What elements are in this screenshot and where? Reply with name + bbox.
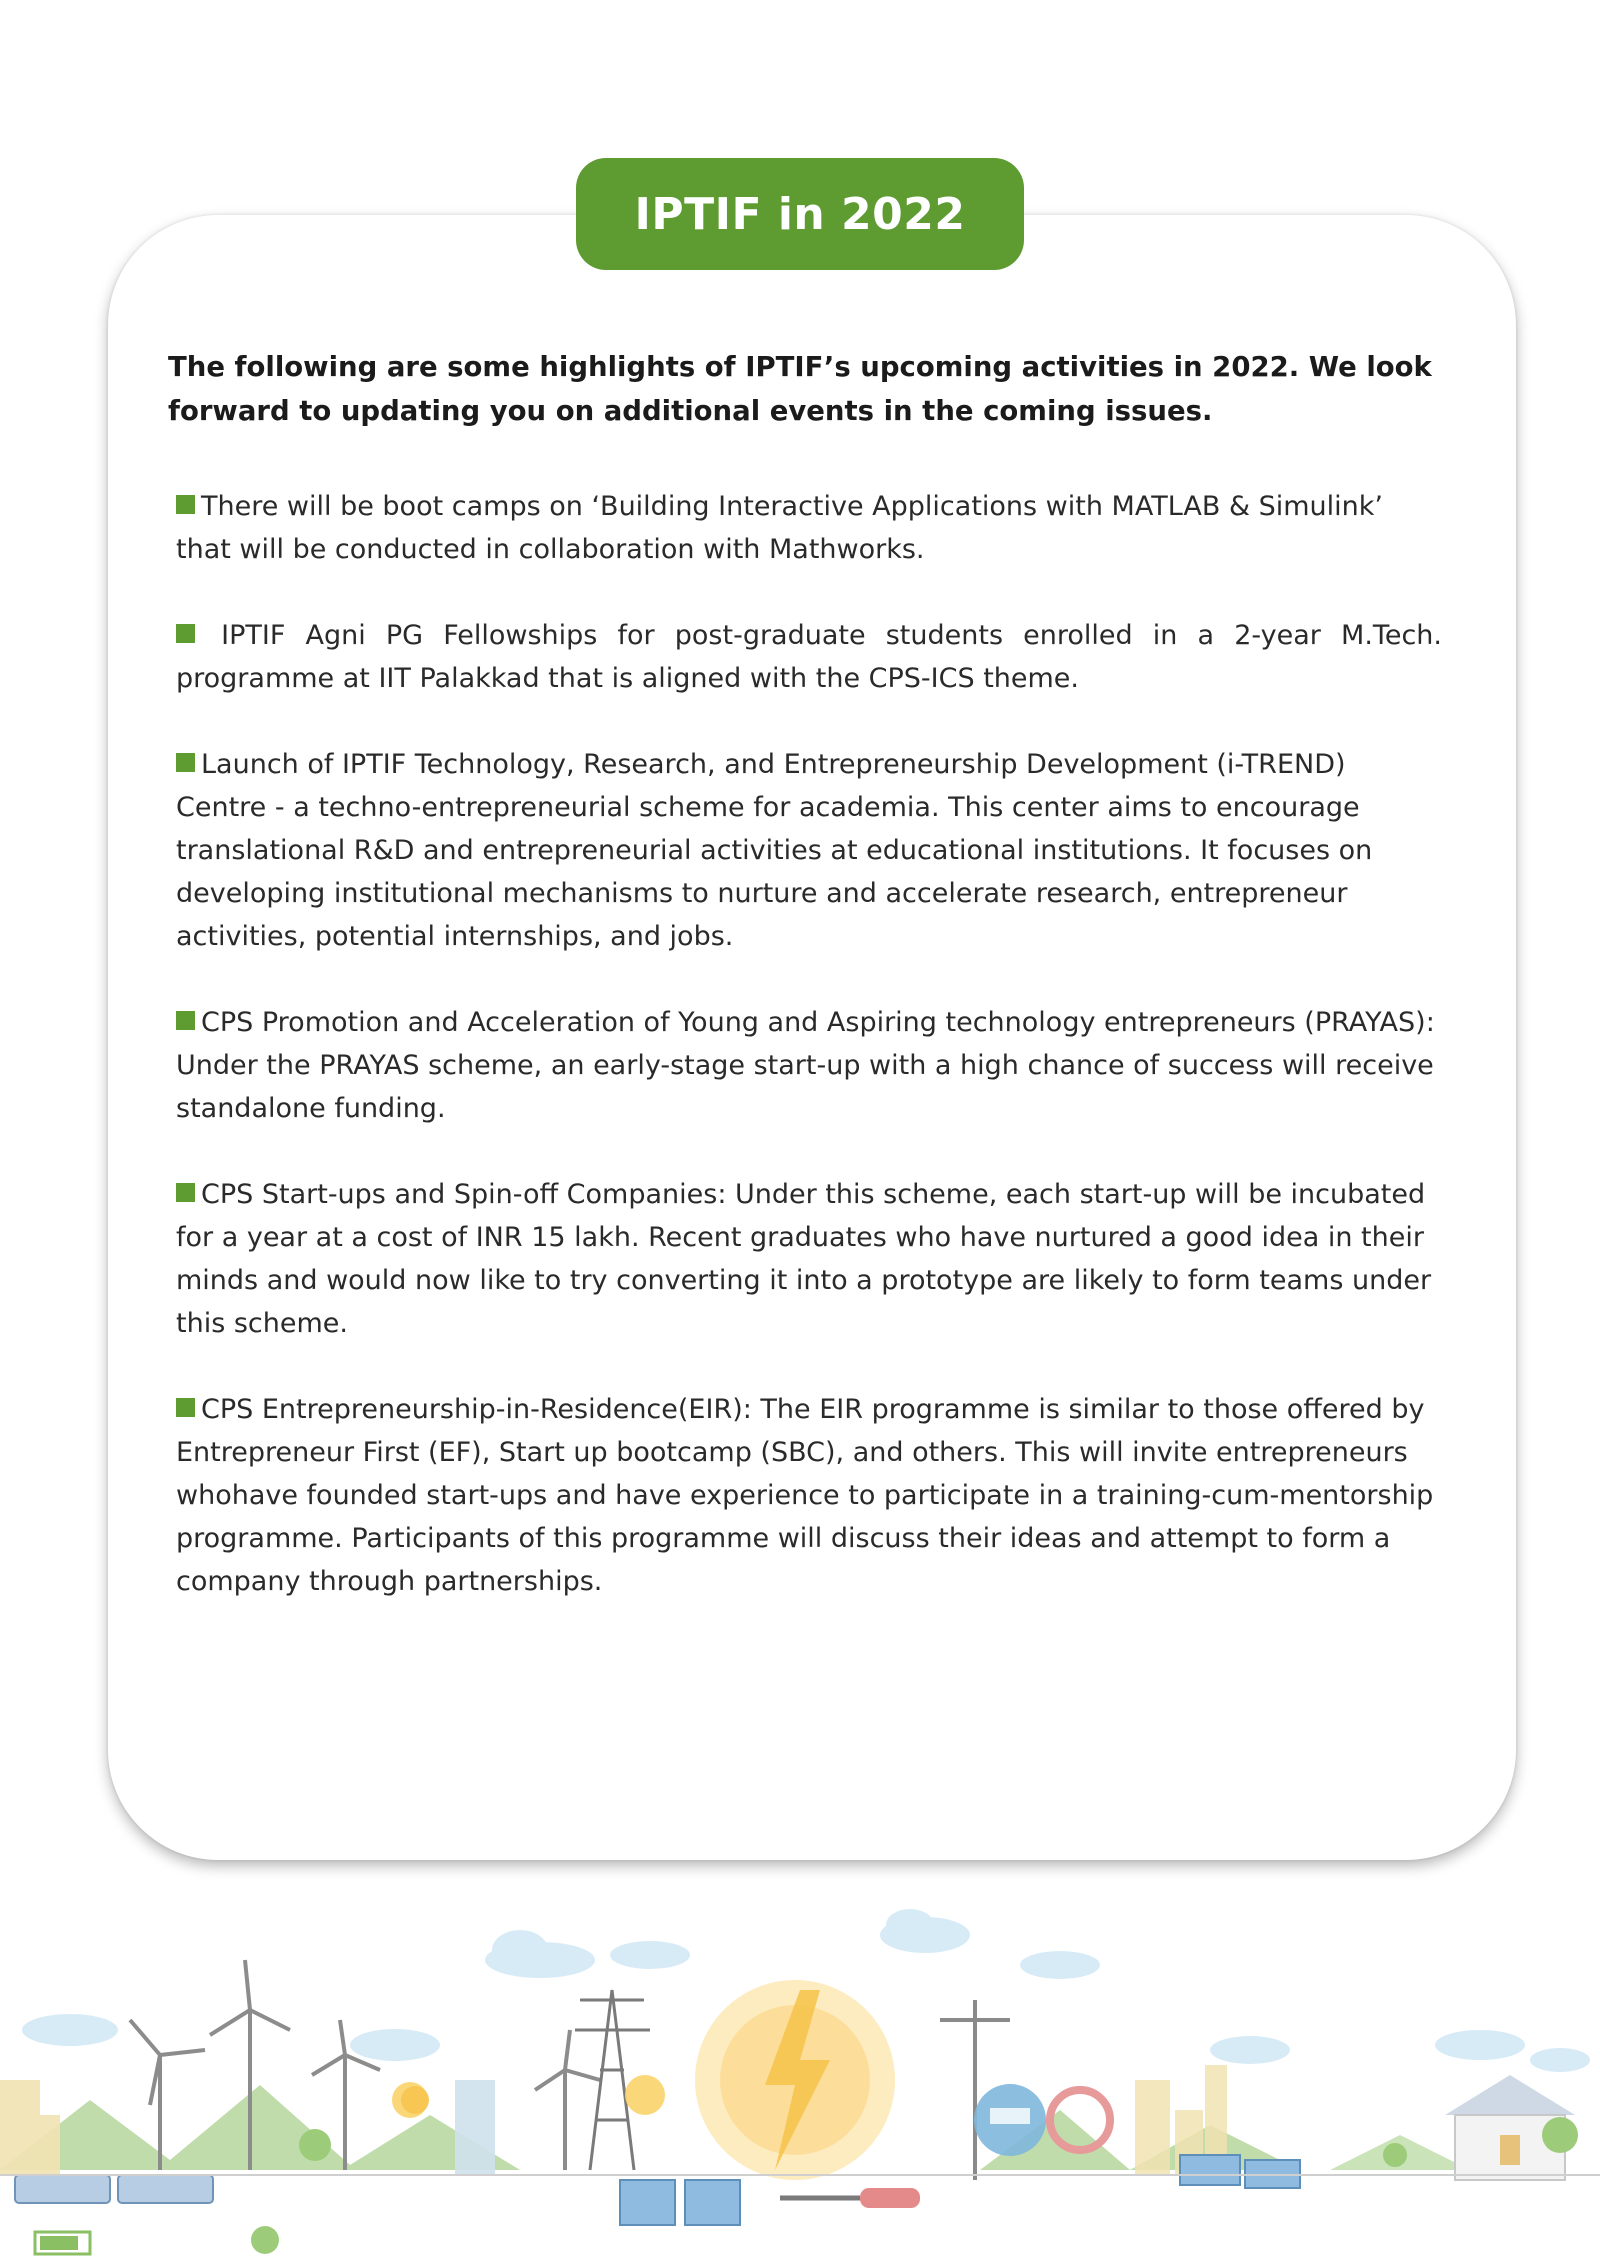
list-item	[176, 743, 1442, 958]
list-item-text: Launch of IPTIF Technology, Research, and Entrepreneurship Development (i-TREND) Centre - a techno-entrepreneurial scheme for academia. This center aims to encourage translational R&D and entrepreneurial activities at educational institutions. It focuses on developing institutional mechanisms to nurture and accelerate research, entrepreneur activities, potential internships, and jobs.	[176, 749, 1373, 952]
list-item	[176, 485, 1442, 571]
list-item-text: CPS Start-ups and Spin-off Companies: Under this scheme, each start-up will be incubated for a year at a cost of INR 15 lakh. Recent graduates who have nurtured a good idea in their minds and would now like to try converting it into a prototype are likely to form teams under this scheme.	[176, 1179, 1432, 1339]
list-item	[176, 614, 1442, 700]
highlights-list	[176, 485, 1442, 1646]
list-item	[176, 1388, 1442, 1603]
list-item	[176, 1001, 1442, 1130]
clean-energy-city-illustration	[0, 1880, 1600, 2264]
bullet-square-icon	[176, 1398, 195, 1417]
bullet-square-icon	[176, 753, 195, 772]
list-item	[176, 1173, 1442, 1345]
section-title: IPTIF in 2022	[576, 158, 1024, 270]
bullet-square-icon	[176, 624, 195, 643]
list-item-text: CPS Entrepreneurship-in-Residence(EIR): The EIR programme is similar to those offered by Entrepreneur First (EF), Start up bootcamp (SBC), and others. This will invite entrepreneurs whohave founded start-ups and have experience to participate in a training-cum-mentorship programme. Participants of this programme will discuss their ideas and attempt to form a company through partnerships.	[176, 1394, 1434, 1597]
list-item-text: There will be boot camps on ‘Building Interactive Applications with MATLAB & Simulink’ that will be conducted in collaboration with Mathworks.	[176, 491, 1383, 565]
list-item-text: IPTIF Agni PG Fellowships for post-graduate students enrolled in a 2-year M.Tech. programme at IIT Palakkad that is aligned with the CPS-ICS theme.	[176, 620, 1442, 694]
bullet-square-icon	[176, 1183, 195, 1202]
bullet-square-icon	[176, 495, 195, 514]
list-item-text: CPS Promotion and Acceleration of Young and Aspiring technology entrepreneurs (PRAYAS): Under the PRAYAS scheme, an early-stage start-up with a high chance of success will receive standalone funding.	[176, 1007, 1435, 1124]
bullet-square-icon	[176, 1011, 195, 1030]
intro-paragraph: The following are some highlights of IPTIF’s upcoming activities in 2022. We look forward to updating you on additional events in the coming issues.	[168, 351, 1432, 427]
